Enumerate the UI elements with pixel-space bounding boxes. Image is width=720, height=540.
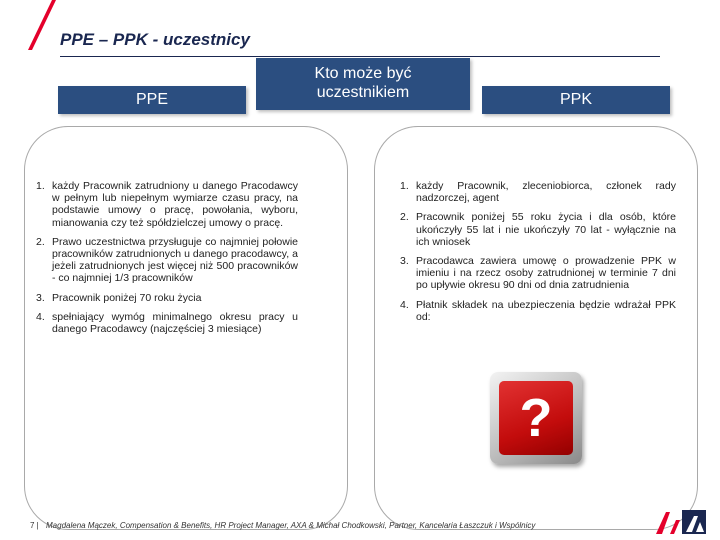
list-item: 2. Prawo uczestnictwa przysługuje co najmniej połowie pracowników zatrudnionych u danego pracodawcy, a jeżeli zatrudnionych jest więcej niż 500 pracowników - co najmniej 1/3 pracowników bbox=[36, 235, 298, 285]
page-title: PPE – PPK - uczestnicy bbox=[60, 30, 250, 49]
list-item: 1. każdy Pracownik zatrudniony u danego Pracodawcy w pełnym lub niepełnym wymiarze czasu pracy, na podstawie umowy o pracę, powołania, wyboru, mianowania czy też spółdzielczej umowy o pracę. bbox=[36, 180, 298, 229]
ppe-list bbox=[36, 180, 298, 342]
list-item: 4. Płatnik składek na ubezpieczenia będzie wdrażał PPK od: bbox=[400, 298, 676, 323]
question-mark-icon: ? bbox=[490, 372, 582, 464]
list-item: 1. każdy Pracownik, zleceniobiorca, członek rady nadzorczej, agent bbox=[400, 180, 676, 205]
corner-slash-decoration bbox=[0, 0, 60, 50]
center-question-box bbox=[256, 58, 470, 110]
center-line-2: uczestnikiem bbox=[316, 84, 410, 101]
ppk-list bbox=[400, 180, 676, 330]
ppk-header-box: PPK bbox=[482, 86, 670, 114]
ppe-header-box: PPE bbox=[58, 86, 246, 114]
title-divider bbox=[60, 56, 660, 57]
axa-logo bbox=[652, 508, 708, 536]
list-item: 2. Pracownik poniżej 55 roku życia i dla osób, które ukończyły 55 lat i nie ukończyły 70 lat - wyłącznie na ich wniosek bbox=[400, 211, 676, 248]
list-item: 4. spełniający wymóg minimalnego okresu pracy u danego Pracodawcy (najczęściej 3 miesiące) bbox=[36, 310, 298, 336]
list-item: 3. Pracownik poniżej 70 roku życia bbox=[36, 291, 202, 304]
footer-authors: Magdalena Mączek, Compensation & Benefits, HR Project Manager, AXA & Michał Chodkowski, Partner, Kancelaria Łaszczuk i Wspólnicy bbox=[46, 521, 536, 530]
center-line-1: Kto może być bbox=[314, 65, 412, 82]
page-number: 7 | bbox=[30, 521, 39, 530]
list-item: 3. Pracodawca zawiera umowę o prowadzenie PPK w imieniu i na rzecz osoby zatrudnionej w terminie 7 dni po upływie okresu 90 dni od dnia zatrudnienia bbox=[400, 255, 676, 292]
